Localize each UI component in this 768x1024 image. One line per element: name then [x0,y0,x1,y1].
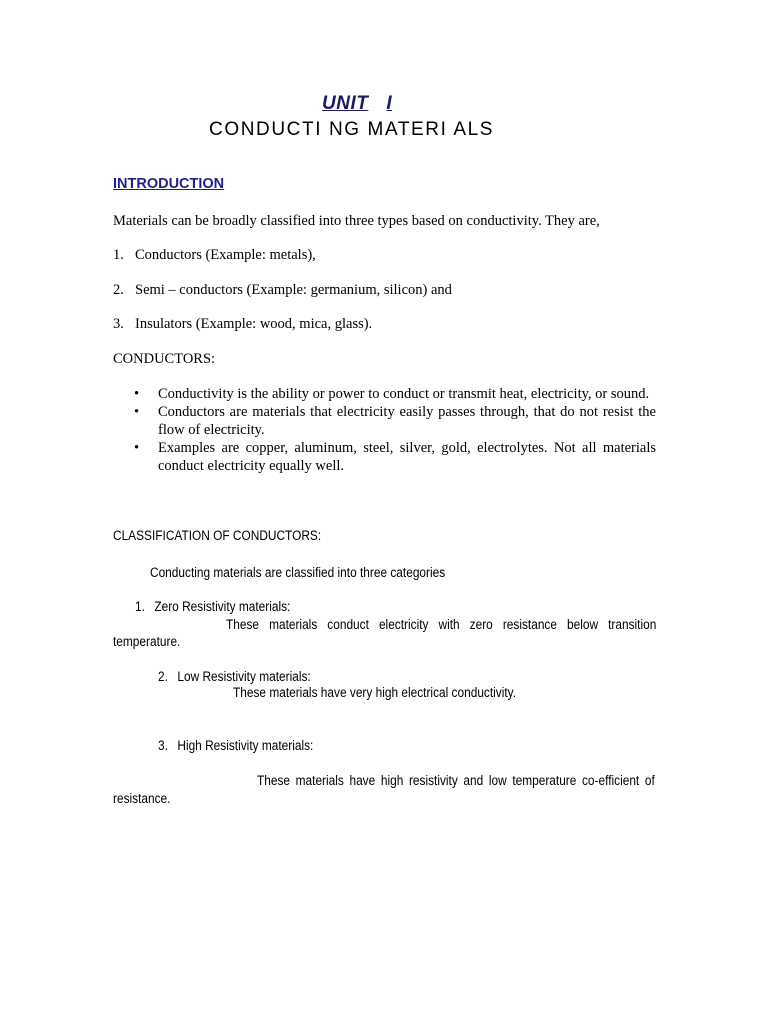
bullet-icon: • [134,404,140,420]
introduction-text: Materials can be broadly classified into three types based on conductivity. They are, [113,213,600,229]
classification-item-desc-cont: temperature. [113,634,181,649]
classification-item-desc: These materials have high resistivity and low temperature co-efficient of [257,773,655,788]
classification-item-desc-cont: resistance. [113,791,171,806]
classification-intro: Conducting materials are classified into three categories [150,565,446,580]
unit-number: I [386,93,393,114]
introduction-heading: INTRODUCTION [113,176,225,192]
list-item: • Conductivity is the ability or power to conduct or transmit heat, electricity, or sound. [134,386,650,402]
page-title: CONDUCTI NG MATERI ALS [209,119,495,140]
bullet-icon: • [134,386,140,402]
classification-item-desc: These materials have very high electrical conductivity. [233,685,517,700]
intro-list-item: 1. Conductors (Example: metals), [113,247,316,263]
list-item: • Conductors are materials that electricity easily passes through, that do not resist the flow of electricity. [134,404,656,438]
classification-item-title: 3. High Resistivity materials: [158,738,314,753]
bullet-icon: • [134,440,140,456]
classification-item-desc: These materials conduct electricity with zero resistance below transition [226,617,657,632]
intro-list-item: 2. Semi – conductors (Example: germanium, silicon) and [113,282,452,298]
intro-list-item: 3. Insulators (Example: wood, mica, glass). [113,316,373,332]
conductors-heading: CONDUCTORS: [113,351,216,367]
list-item: • Examples are copper, aluminum, steel, silver, gold, electrolytes. Not all materials conduct electricity equally well. [134,440,656,474]
unit-label: UNIT [322,93,369,114]
classification-item-title: 2. Low Resistivity materials: [158,669,311,684]
classification-heading: CLASSIFICATION OF CONDUCTORS: [113,528,322,543]
conductors-bullet-list [134,385,656,475]
classification-item-title: 1. Zero Resistivity materials: [135,599,291,614]
unit-heading [322,93,392,115]
